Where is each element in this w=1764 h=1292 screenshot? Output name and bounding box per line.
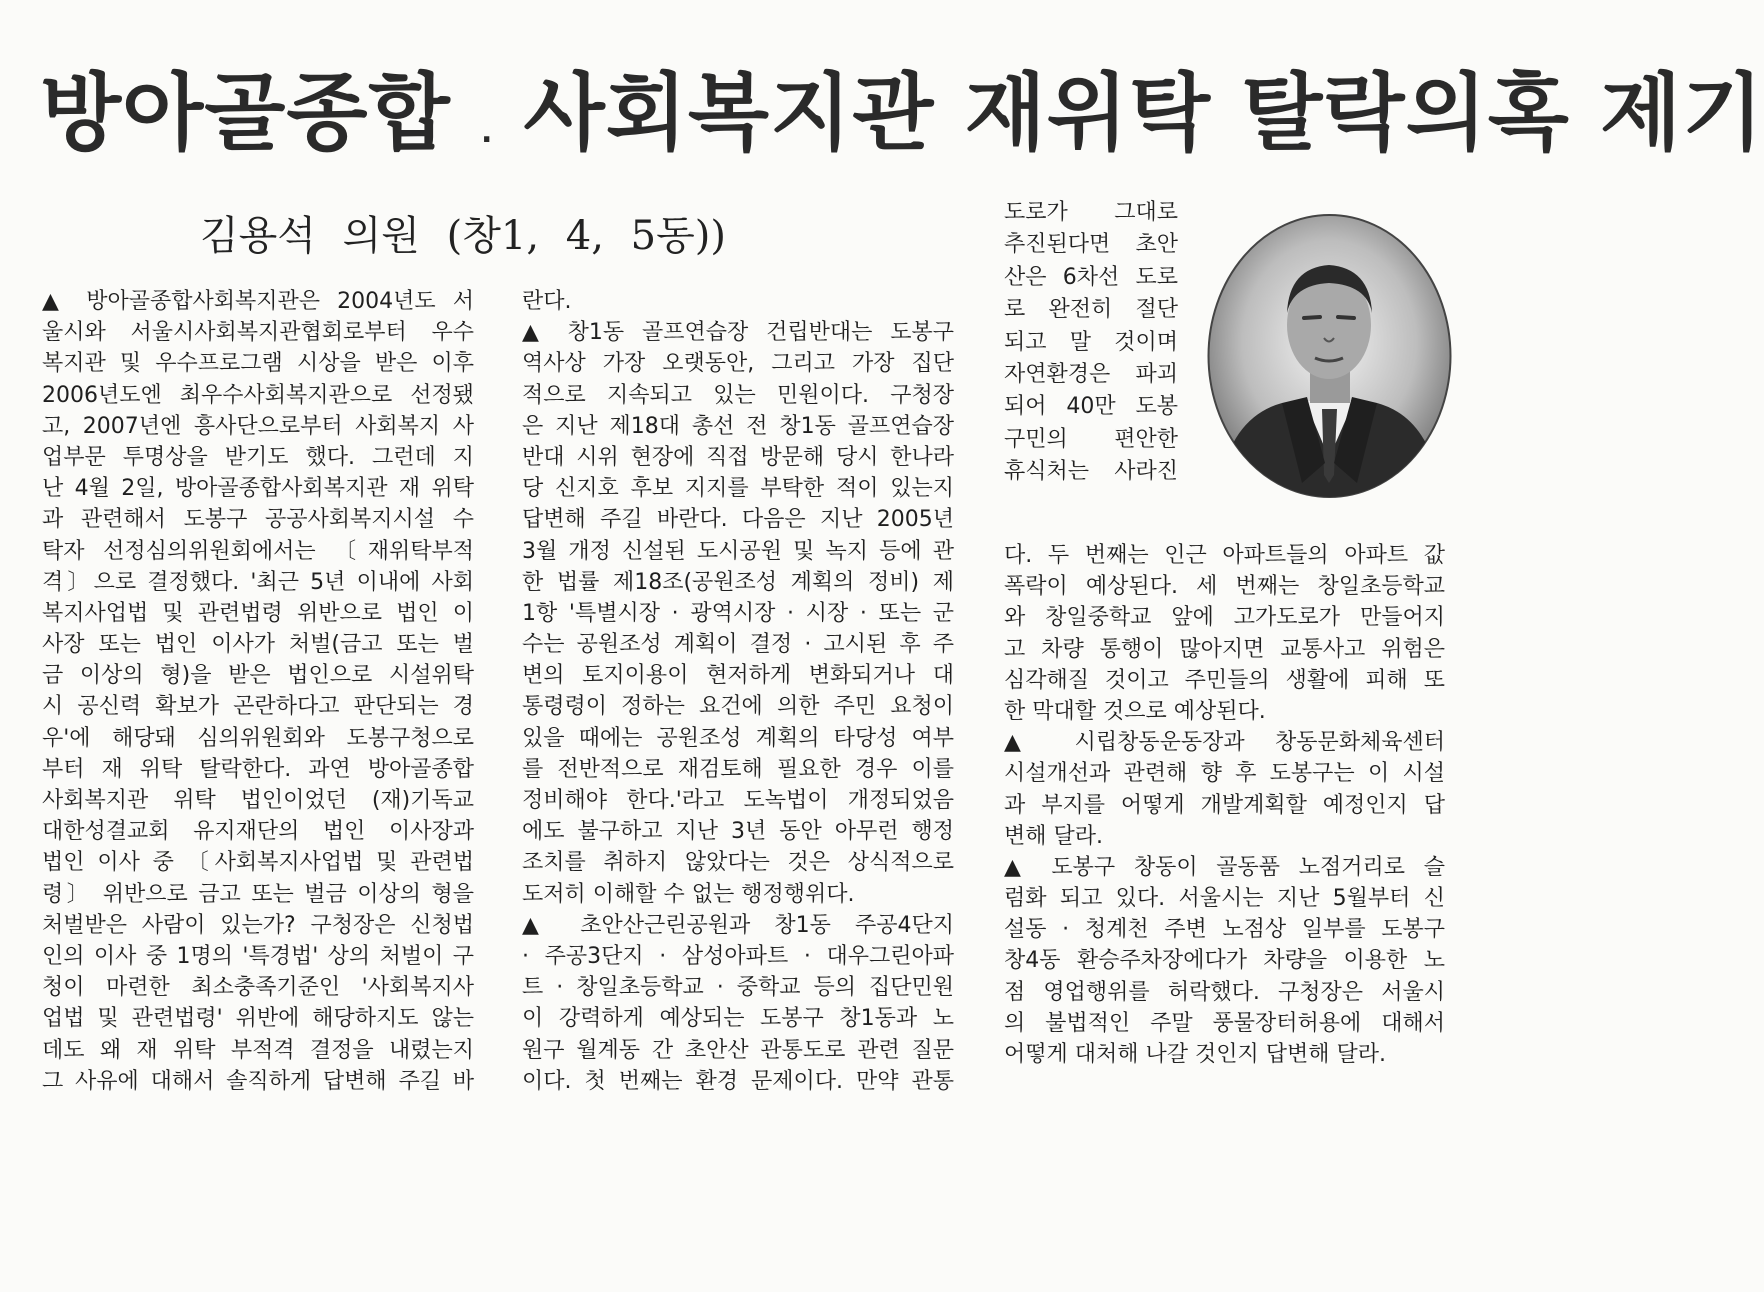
text-line: 시설개선과 관련해 향 후 도봉구는 이 시설 [1004, 761, 1445, 787]
text-line: 반대 시위 현장에 직접 방문해 당시 한나라 [522, 444, 954, 470]
text-line: 역사상 가장 오랫동안, 그리고 가장 집단 [522, 351, 954, 377]
headline-part-1: 방아골종합 [40, 64, 451, 162]
text-line: ▲ 도봉구 창동이 골동품 노점거리로 슬 [1004, 854, 1445, 880]
text-line: 럼화 되고 있다. 서울시는 지난 5월부터 신 [1004, 886, 1445, 912]
text-line: 인의 이사 중 1명의 '특경법' 상의 처벌이 구 [42, 943, 475, 969]
text-line: · 주공3단지 · 삼성아파트 · 대우그린아파 [522, 943, 954, 969]
text-line: 부터 재 위탁 탈락한다. 과연 방아골종합 [42, 756, 474, 782]
text-line: 과 관련해서 도봉구 공공사회복지시설 수 [42, 507, 474, 533]
text-line: 에도 불구하고 지난 3년 동안 아무런 행정 [522, 819, 954, 845]
text-line: 청이 마련한 최소충족기준인 '사회복지사 [42, 975, 474, 1001]
text-line: 있을 때에는 공원조성 계획의 타당성 여부 [522, 725, 954, 751]
text-line: 도로가 그대로 [1004, 200, 1178, 225]
article-column-3-top [1004, 197, 1178, 489]
text-line: 와 창일중학교 앞에 고가도로가 만들어지 [1004, 605, 1445, 631]
text-line: 고 차량 통행이 많아지면 교통사고 위험은 [1004, 636, 1445, 662]
text-line: 우'에 해당돼 심의위원회와 도봉구청으로 [42, 725, 474, 751]
text-line: 처벌받은 사람이 있는가? 구청장은 신청법 [42, 912, 474, 938]
text-line: 복지관 및 우수프로그램 시상을 받은 이후 [42, 351, 474, 377]
text-line: 데도 왜 재 위탁 부적격 결정을 내렸는지 [42, 1037, 474, 1063]
headline-part-2: 사회복지관 재위탁 탈락의혹 제기 [523, 64, 1764, 162]
text-line: 어떻게 대처해 나갈 것인지 답변해 달라. [1004, 1042, 1386, 1067]
text-line: 점 영업행위를 허락했다. 구청장은 서울시 [1004, 979, 1445, 1005]
text-line: 복지사업법 및 관련법령 위반으로 법인 이 [42, 600, 474, 626]
text-line: 자연환경은 파괴 [1004, 361, 1178, 387]
text-line: 울시와 서울시사회복지관협회로부터 우수 [42, 320, 474, 346]
text-line: 한 법률 제18조(공원조성 계획의 정비) 제 [522, 569, 954, 595]
article-headline [40, 58, 1764, 168]
text-line: 심각해질 것이고 주민들의 생활에 피해 또 [1004, 667, 1445, 693]
text-line: 변의 토지이용이 현저하게 변화되거나 대 [522, 663, 954, 689]
text-line: 1항 '특별시장 · 광역시장 · 시장 · 또는 군 [522, 600, 954, 626]
text-line: ▲ 시립창동운동장과 창동문화체육센터 [1004, 730, 1445, 756]
text-line: ▲ 방아골종합사회복지관은 2004년도 서 [42, 289, 474, 314]
text-line: ▲ 창1동 골프연습장 건립반대는 도봉구 [522, 320, 954, 346]
text-line: 변해 달라. [1004, 823, 1103, 849]
author-byline: 김용석 의원 (창1, 4, 5동)) [200, 213, 726, 259]
text-line: 통령령이 정하는 요건에 의한 주민 요청이 [522, 694, 954, 720]
text-line: 령〕 위반으로 금고 또는 벌금 이상의 형을 [42, 881, 474, 907]
text-line: 난 4월 2일, 방아골종합사회복지관 재 위탁 [42, 476, 474, 502]
text-line: 란다. [522, 289, 572, 314]
text-line: 창4동 환승주차장에다가 차량을 이용한 노 [1004, 948, 1445, 974]
text-line: 의 불법적인 주말 풍물장터허용에 대해서 [1004, 1010, 1445, 1036]
article-column-2 [522, 286, 954, 1097]
headline-dot: . [480, 115, 494, 150]
text-line: 은 지난 제18대 총선 전 창1동 골프연습장 [522, 413, 954, 439]
text-line: 사회복지관 위탁 법인이었던 (재)기독교 [42, 788, 474, 813]
text-line: 정비해야 한다.'라고 도녹법이 개정되었음 [522, 788, 954, 813]
text-line: 2006년도엔 최우수사회복지관으로 선정됐 [42, 382, 474, 408]
text-line: 조치를 취하지 않았다는 것은 상식적으로 [522, 850, 954, 876]
text-line: 휴식처는 사라진 [1004, 459, 1178, 485]
article-column-3-bottom [1004, 540, 1445, 1070]
text-line: 대한성결교회 유지재단의 법인 이사장과 [42, 819, 474, 845]
text-line: ▲ 초안산근린공원과 창1동 주공4단지 [522, 912, 954, 938]
text-line: 당 신지호 후보 지지를 부탁한 적이 있는지 [522, 476, 954, 502]
text-line: 되어 40만 도봉 [1004, 394, 1178, 420]
portrait-photo [1207, 213, 1452, 499]
text-line: 이 강력하게 예상되는 도봉구 창1동과 노 [522, 1006, 954, 1032]
text-line: 사장 또는 법인 이사가 처벌(금고 또는 벌 [42, 632, 474, 658]
text-line: 구민의 편안한 [1004, 426, 1178, 452]
portrait-icon [1207, 213, 1452, 499]
text-line: 로 완전히 절단 [1004, 297, 1178, 323]
text-line: 폭락이 예상된다. 세 번째는 창일초등학교 [1004, 574, 1445, 600]
text-line: 업법 및 관련법령' 위반에 해당하지도 않는 [42, 1006, 474, 1032]
text-line: 원구 월계동 간 초안산 관통도로 관련 질문 [522, 1037, 954, 1063]
text-line: 이다. 첫 번째는 환경 문제이다. 만약 관통 [522, 1068, 954, 1094]
text-line: 시 공신력 확보가 곤란하다고 판단되는 경 [42, 694, 474, 720]
text-line: 탁자 선정심의위원회에서는 〔재위탁부적 [42, 538, 474, 564]
text-line: 답변해 주길 바란다. 다음은 지난 2005년 [522, 507, 954, 533]
text-line: 트 · 창일초등학교 · 중학교 등의 집단민원 [522, 975, 954, 1001]
text-line: 법인 이사 중 〔사회복지사업법 및 관련법 [42, 850, 474, 876]
text-line: 다. 두 번째는 인근 아파트들의 아파트 값 [1004, 543, 1445, 568]
text-line: 그 사유에 대해서 솔직하게 답변해 주길 바 [42, 1068, 474, 1094]
text-line: 도저히 이해할 수 없는 행정행위다. [522, 881, 855, 907]
text-line: 수는 공원조성 계획이 결정 · 고시된 후 주 [522, 632, 954, 658]
text-line: 추진된다면 초안 [1004, 232, 1178, 258]
text-line: 금 이상의 형)을 받은 법인으로 시설위탁 [42, 663, 474, 689]
article-column-1 [42, 286, 474, 1097]
text-line: 산은 6차선 도로 [1004, 264, 1178, 290]
text-line: 를 전반적으로 재검토해 필요한 경우 이를 [522, 756, 954, 782]
text-line: 과 부지를 어떻게 개발계획할 예정인지 답 [1004, 792, 1445, 818]
text-line: 한 막대할 것으로 예상된다. [1004, 698, 1266, 724]
text-line: 업부문 투명상을 받기도 했다. 그런데 지 [42, 444, 474, 470]
text-line: 격〕으로 결정했다. '최근 5년 이내에 사회 [42, 569, 474, 595]
text-line: 적으로 지속되고 있는 민원이다. 구청장 [522, 382, 954, 408]
text-line: 설동 · 청계천 주변 노점상 일부를 도봉구 [1004, 917, 1445, 943]
text-line: 3월 개정 신설된 도시공원 및 녹지 등에 관 [522, 538, 954, 564]
text-line: 고, 2007년엔 흥사단으로부터 사회복지 사 [42, 413, 474, 439]
text-line: 되고 말 것이며 [1004, 329, 1178, 355]
